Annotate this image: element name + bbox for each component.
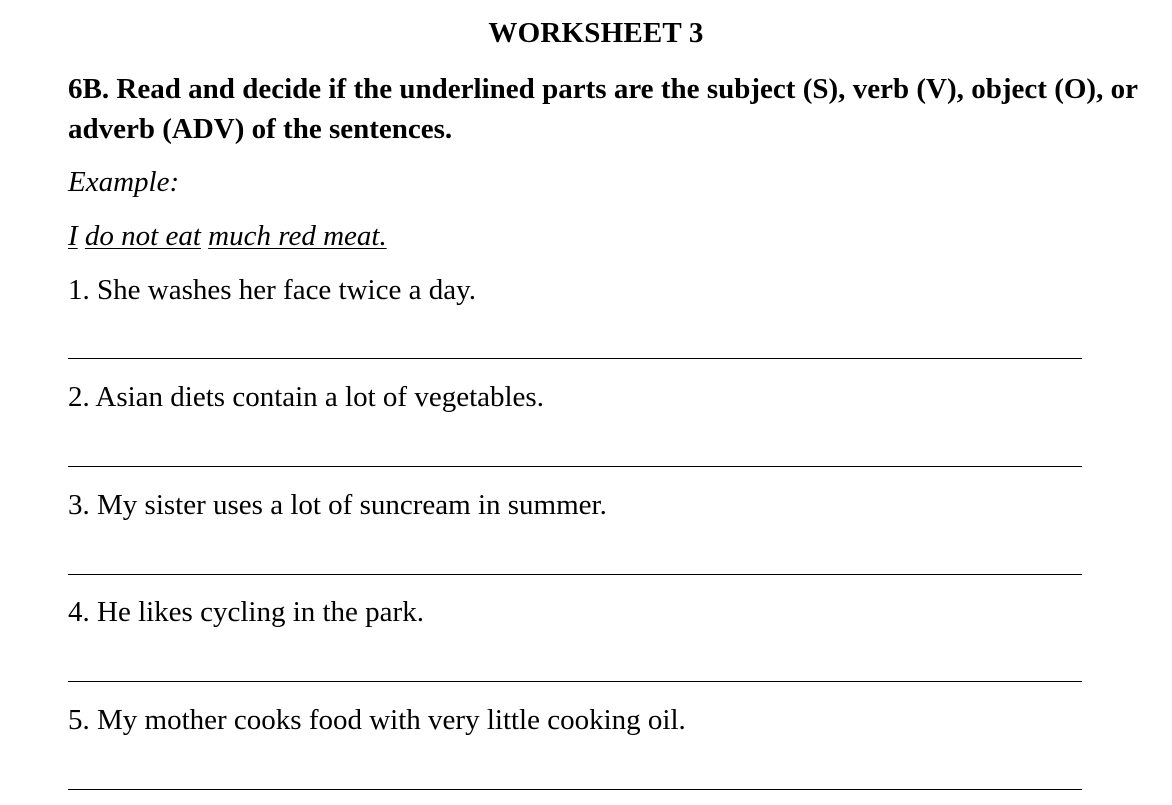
- question-2: 2. Asian diets contain a lot of vegetables.: [68, 381, 544, 413]
- answer-line-1[interactable]: [68, 358, 1082, 359]
- instruction-text: 6B. Read and decide if the underlined parts are the subject (S), verb (V), object (O), or adverb (ADV) of the sentences.: [68, 73, 1138, 145]
- question-3: 3. My sister uses a lot of suncream in summer.: [68, 489, 607, 521]
- example-object: much red meat.: [208, 220, 387, 252]
- answer-line-3[interactable]: [68, 574, 1082, 575]
- example-sentence: [68, 218, 387, 254]
- answer-line-5[interactable]: [68, 789, 1082, 790]
- question-1: 1. She washes her face twice a day.: [68, 274, 476, 306]
- answer-line-2[interactable]: [68, 466, 1082, 467]
- answer-line-4[interactable]: [68, 681, 1082, 682]
- question-4: 4. He likes cycling in the park.: [68, 596, 424, 628]
- question-5: 5. My mother cooks food with very little cooking oil.: [68, 704, 686, 736]
- example-subject: I: [68, 220, 78, 252]
- example-label: Example:: [68, 166, 180, 198]
- example-verb: do not eat: [84, 220, 201, 252]
- worksheet-title: WORKSHEET 3: [488, 17, 704, 49]
